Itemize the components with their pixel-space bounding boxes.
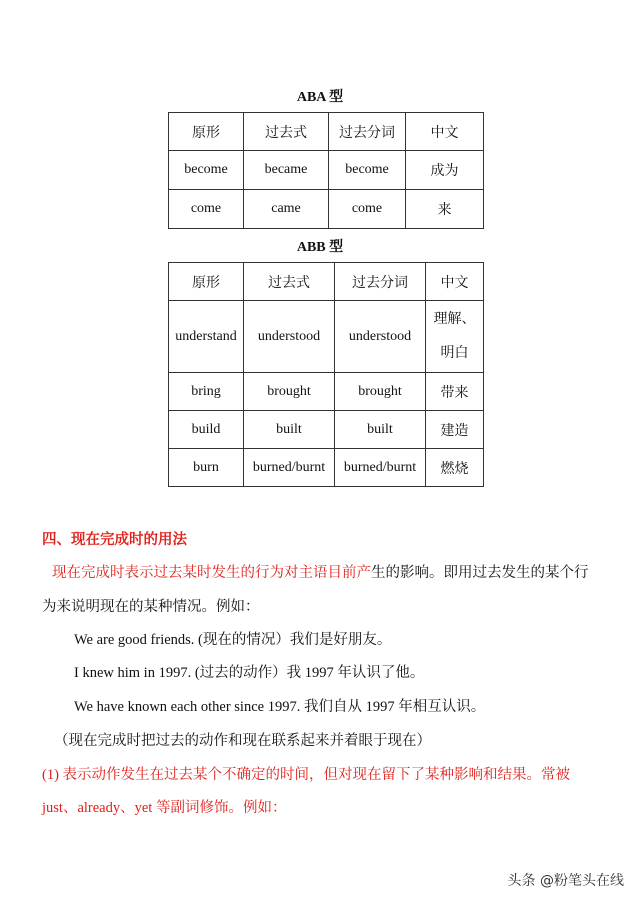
- table-cell: build: [169, 411, 244, 449]
- point-1-line-1: (1) 表示动作发生在过去某个不确定的时间，但对现在留下了某种影响和结果。常被: [42, 767, 571, 783]
- aba-header-participle: 过去分词: [329, 113, 406, 151]
- example-1: We are good friends. (现在的情况）我们是好朋友。: [74, 632, 392, 648]
- watermark: 头条 @粉笔头在线: [507, 873, 624, 889]
- abb-header-chinese: 中文: [426, 263, 484, 301]
- abb-header-past: 过去式: [244, 263, 335, 301]
- aba-header-base: 原形: [169, 113, 244, 151]
- intro-highlight: 现在完成时表示过去某时发生的行为对主语目前产: [52, 565, 371, 581]
- table-row: [169, 301, 484, 373]
- table-cell: 成为: [406, 151, 484, 190]
- table-row: [169, 151, 484, 190]
- table-cell: understand: [169, 301, 244, 373]
- abb-header-participle: 过去分词: [335, 263, 426, 301]
- note: （现在完成时把过去的动作和现在联系起来并着眼于现在）: [54, 733, 431, 749]
- table-cell: become: [329, 151, 406, 190]
- example-3: We have known each other since 1997. 我们自从 1997 年相互认识。: [74, 699, 486, 715]
- intro-line-1: [52, 563, 589, 583]
- table-cell: came: [244, 190, 329, 229]
- abb-table: [168, 262, 484, 487]
- table-row: [169, 449, 484, 487]
- table-cell: built: [335, 411, 426, 449]
- table-cell: brought: [335, 373, 426, 411]
- table-row: [169, 411, 484, 449]
- aba-header-past: 过去式: [244, 113, 329, 151]
- aba-table: [168, 112, 484, 229]
- table-cell: became: [244, 151, 329, 190]
- table-cell: bring: [169, 373, 244, 411]
- table-cell: burned/burnt: [244, 449, 335, 487]
- table-cell: understood: [244, 301, 335, 373]
- intro-rest: 生的影响。即用过去发生的某个行: [371, 565, 589, 581]
- section-heading: 四、现在完成时的用法: [42, 532, 187, 548]
- aba-caption: ABA 型: [296, 90, 344, 105]
- table-cell: come: [169, 190, 244, 229]
- table-cell: understood: [335, 301, 426, 373]
- intro-line-2: 为来说明现在的某种情况。例如：: [42, 599, 260, 615]
- table-cell: 来: [406, 190, 484, 229]
- abb-caption: ABB 型: [296, 240, 344, 255]
- example-2: I knew him in 1997. (过去的动作）我 1997 年认识了他。: [74, 665, 425, 681]
- table-cell: 建造: [426, 411, 484, 449]
- table-row: [169, 190, 484, 229]
- aba-header-row: [169, 113, 484, 151]
- abb-header-base: 原形: [169, 263, 244, 301]
- table-cell: 燃烧: [426, 449, 484, 487]
- table-row: [169, 373, 484, 411]
- table-cell: come: [329, 190, 406, 229]
- table-cell: become: [169, 151, 244, 190]
- table-cell: burned/burnt: [335, 449, 426, 487]
- table-cell: burn: [169, 449, 244, 487]
- table-cell: 带来: [426, 373, 484, 411]
- table-cell: brought: [244, 373, 335, 411]
- table-cell: 理解、明白: [426, 301, 484, 373]
- table-cell: built: [244, 411, 335, 449]
- abb-header-row: [169, 263, 484, 301]
- aba-header-chinese: 中文: [406, 113, 484, 151]
- point-1-line-2: just、already、yet 等副词修饰。例如：: [42, 800, 287, 816]
